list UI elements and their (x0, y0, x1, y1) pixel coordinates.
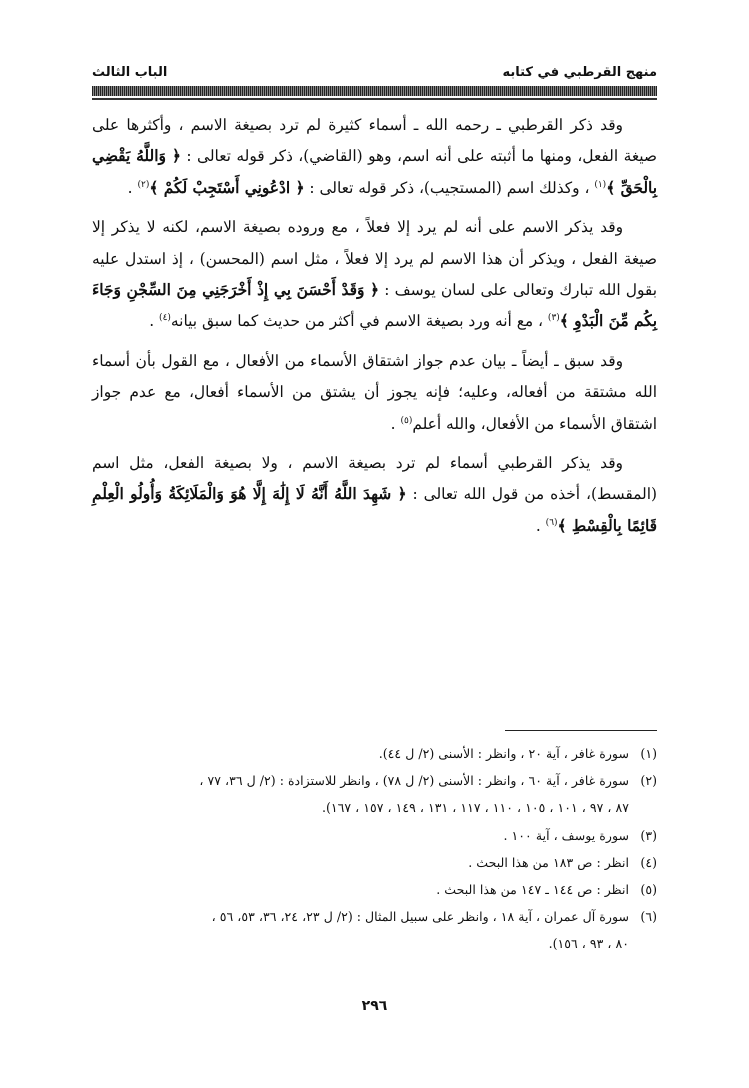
text-run: ، وكذلك اسم (المستجيب)، ذكر قوله تعالى : (304, 178, 595, 197)
header-rule-thin (92, 98, 657, 100)
footnote-text: سورة يوسف ، آية ١٠٠ . (503, 827, 629, 843)
quran-verse: ﴿ شَهِدَ اللَّهُ أَنَّهُ لَا إِلَٰهَ إِلَّا هُوَ وَالْمَلَائِكَةُ وَأُولُو الْعِلْمِ قَائِمًا بِالْقِسْطِ ﴾ (92, 485, 657, 535)
footnote-number: (٦) (640, 909, 657, 925)
footnote-separator (505, 730, 657, 731)
footnote-ref: (٢) (137, 179, 150, 190)
text-run: وقد سبق ـ أيضاً ـ بيان عدم جواز اشتقاق الأسماء من الأفعال ، مع القول بأن أسماء الله مشتقة من أفعاله، وعليه؛ فإنه يجوز أن يشتق من الأسماء أفعال، مع عدم جواز اشتقاق الأسماء من الأفعال، والله أعلم (92, 351, 657, 433)
header-rule-thick (92, 86, 657, 96)
text-run: . (390, 414, 401, 433)
page-number: ٢٩٦ (361, 998, 388, 1014)
quran-verse: ﴿ ادْعُونِي أَسْتَجِبْ لَكُمْ ﴾ (149, 178, 305, 197)
header-book-title: منهج القرطبي في كتابه (502, 65, 657, 80)
quran-verse: ﴿ وَاللَّهُ يَقْضِي بِالْحَقِّ ﴾ (92, 147, 657, 197)
header-chapter-title: الباب الثالث (92, 65, 168, 80)
footnote (92, 903, 657, 957)
quran-verse: ﴿ وَقَدْ أَحْسَنَ بِي إِذْ أَخْرَجَنِي مِنَ السِّجْنِ وَجَاءَ بِكُم مِّنَ الْبَدْوِ ﴾ (92, 281, 657, 331)
footnote-text: انظر : ص ١٤٤ ـ ١٤٧ من هذا البحث . (436, 882, 629, 898)
footnote (92, 740, 657, 767)
footnote-ref: (٦) (545, 517, 558, 528)
text-run: . (149, 312, 160, 331)
text-run: وقد يذكر القرطبي أسماء لم ترد بصيغة الاسم ، ولا بصيغة الفعل، مثل اسم (المقسط)، أخذه من قول الله تعالى : (92, 454, 657, 504)
paragraph (92, 110, 657, 204)
footnote (92, 876, 657, 903)
footnote-number: (٢) (640, 773, 657, 789)
text-run: وقد يذكر الاسم على أنه لم يرد إلا فعلاً ، مع وروده بصيغة الاسم، لكنه لا يذكر إلا صيغة الفعل ، ويذكر أن هذا الاسم لم يرد إلا فعلاً ، مثل اسم (المحسن) ، إذ استدل عليه بقول الله تبارك وتعالى على لسان يوسف : (92, 218, 657, 300)
text-run: وقد ذكر القرطبي ـ رحمه الله ـ أسماء كثيرة لم ترد بصيغة الاسم ، وأكثرها على صيغة الفعل، ومنها ما أثبته على أنه اسم، وهو (القاضي)، ذكر قوله تعالى : (92, 116, 657, 166)
footnote-number: (١) (640, 746, 657, 761)
footnote (92, 767, 657, 821)
footnote (92, 849, 657, 876)
footnote-text: سورة غافر ، آية ٢٠ ، وانظر : الأسنى (٢/ ل ٤٤). (378, 746, 629, 761)
footnote-ref: (٤) (159, 313, 171, 324)
footnotes (92, 740, 657, 958)
footnote-text: سورة آل عمران ، آية ١٨ ، وانظر على سبيل المثال : (٢/ ل ٢٣، ٢٤، ٣٦، ٥٣، ٥٦ ، (211, 909, 629, 925)
text-run: . (535, 516, 546, 535)
footnote-ref: (٣) (547, 313, 560, 324)
footnote (92, 822, 657, 849)
paragraph (92, 448, 657, 542)
footnote-number: (٥) (640, 882, 657, 898)
footnote-number: (٣) (640, 827, 657, 843)
text-run: ، مع أنه ورد بصيغة الاسم في أكثر من حديث كما سبق بيانه (170, 312, 548, 331)
footnote-number: (٤) (640, 854, 657, 870)
footnote-text: انظر : ص ١٨٣ من هذا البحث . (468, 854, 629, 870)
text-run: . (127, 178, 138, 197)
main-text (92, 110, 657, 550)
footnote-text: ٨٧ ، ٩٧ ، ١٠١ ، ١٠٥ ، ١١٠ ، ١١٧ ، ١٣١ ، ١٤٩ ، ١٥٧ ، ١٦٧). (321, 800, 629, 816)
paragraph (92, 346, 657, 440)
footnote-text: سورة غافر ، آية ٦٠ ، وانظر : الأسنى (٢/ ل ٧٨) ، وانظر للاستزادة : (٢/ ل ٣٦، ٧٧ ، (199, 773, 629, 789)
paragraph (92, 212, 657, 338)
footnote-ref: (٥) (400, 415, 413, 426)
running-header (92, 63, 657, 85)
footnote-ref: (١) (594, 179, 607, 190)
footnote-text: ٨٠ ، ٩٣ ، ١٥٦). (548, 936, 629, 952)
